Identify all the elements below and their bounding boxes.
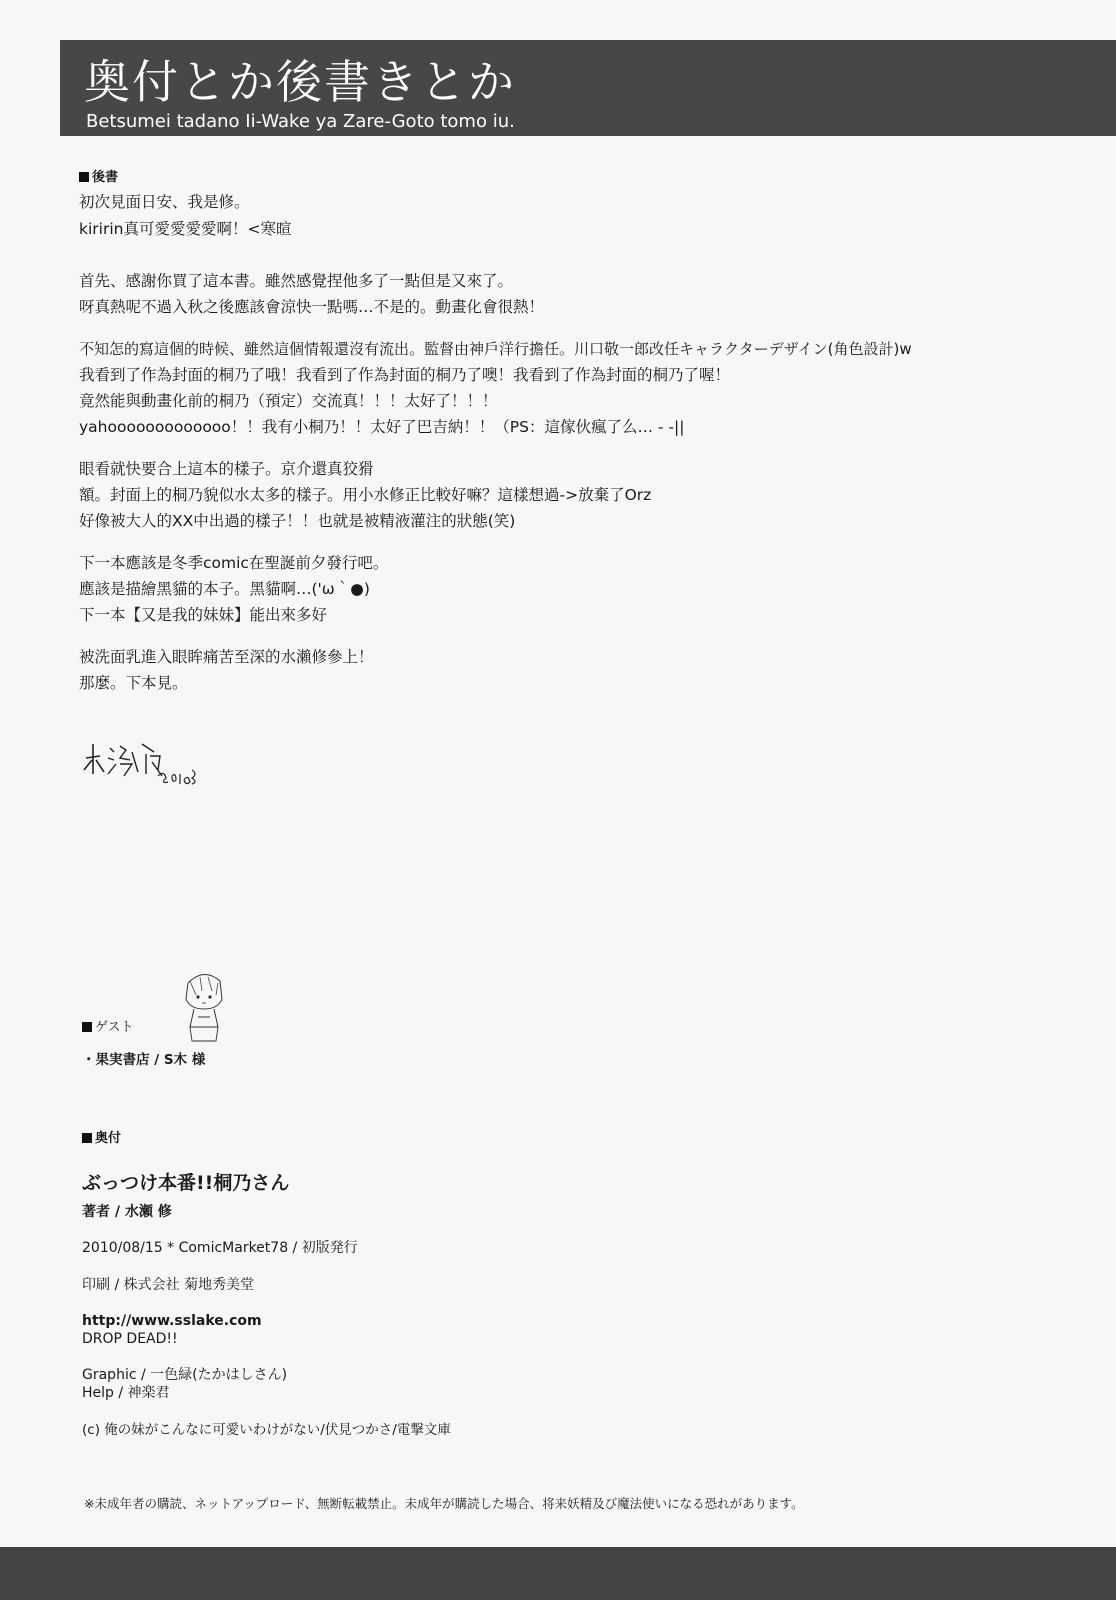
square-bullet-icon xyxy=(82,1133,92,1143)
afterword-line: 應該是描繪黑貓的本子。黑貓啊…('ω｀●) xyxy=(79,580,370,598)
square-bullet-icon xyxy=(82,1022,92,1032)
footer-band xyxy=(0,1547,1116,1600)
circle-name: DROP DEAD!! xyxy=(82,1331,178,1347)
afterword-line: 好像被大人的XX中出過的樣子！！也就是被精液灌注的狀態(笑) xyxy=(79,512,516,530)
afterword-line: 我看到了作為封面的桐乃了哦！我看到了作為封面的桐乃了噢！我看到了作為封面的桐乃了喔！ xyxy=(79,366,731,384)
printer-line: 印刷 / 株式会社 菊地秀美堂 xyxy=(82,1277,255,1293)
colophon-heading: 奥付 xyxy=(82,1127,121,1146)
chibi-doodle xyxy=(174,965,234,1045)
afterword-line: 下一本應該是冬季comic在聖誕前夕發行吧。 xyxy=(79,554,389,572)
afterword-line: 下一本【又是我的妹妹】能出來多好 xyxy=(79,606,328,624)
author-line: 著者 / 水瀬 修 xyxy=(82,1204,172,1220)
afterword-line: 額。封面上的桐乃貌似水太多的樣子。用小水修正比較好嘛？這樣想過->放棄了Orz xyxy=(79,486,652,504)
page-title: 奥付とか後書きとか xyxy=(84,55,516,109)
afterword-line: yahooooooooooooo！！我有小桐乃！！太好了巴吉納！！（PS：這傢伙瘋了么… - -|| xyxy=(79,418,685,436)
website-link[interactable]: http://www.sslake.com xyxy=(82,1313,262,1329)
afterword-line: 被洗面乳進入眼眸痛苦至深的水瀨修參上！ xyxy=(79,648,374,666)
afterword-heading: 後書 xyxy=(79,166,118,185)
afterword-line: 竟然能與動畫化前的桐乃（預定）交流真！！！太好了！！！ xyxy=(79,392,498,410)
guest-heading: ゲスト xyxy=(82,1016,133,1035)
afterword-line: 那麼。下本見。 xyxy=(79,674,188,692)
square-bullet-icon xyxy=(79,172,89,182)
afterword-line: 首先、感謝你買了這本書。雖然感覺捏他多了一點但是又來了。 xyxy=(79,272,514,290)
help-credit: Help / 神楽君 xyxy=(82,1385,170,1401)
afterword-line: 初次見面日安、我是修。 xyxy=(79,193,250,211)
date-line: 2010/08/15 * ComicMarket78 / 初版発行 xyxy=(82,1240,358,1256)
legal-notice: ※未成年者の購読、ネットアップロード、無断転載禁止。未成年が購読した場合、将来妖精及び魔法使いになる恐れがあります。 xyxy=(84,1496,804,1511)
afterword-line: 呀真熱呢不過入秋之後應該會涼快一點嗎…不是的。動畫化會很熱！ xyxy=(79,298,545,316)
afterword-line: kiririn真可愛愛愛愛啊！<寒暄 xyxy=(79,220,292,238)
graphic-credit: Graphic / 一色緑(たかはしさん) xyxy=(82,1367,288,1383)
page-subtitle: Betsumei tadano Ii-Wake ya Zare-Goto tomo iu. xyxy=(86,111,515,132)
book-title: ぶっつけ本番!!桐乃さん xyxy=(82,1172,290,1194)
copyright-line: (c) 俺の妹がこんなに可愛いわけがない/伏見つかさ/電撃文庫 xyxy=(82,1422,451,1438)
afterword-line: 眼看就快要合上這本的樣子。京介還真狡猾 xyxy=(79,460,374,478)
header-band xyxy=(60,40,1116,136)
afterword-line: 不知怎的寫這個的時候、雖然這個情報還沒有流出。監督由神戶洋行擔任。川口敬一郎改任キャラクターデザイン(角色設計)w xyxy=(79,340,912,358)
handwritten-signature xyxy=(80,730,200,790)
guest-entry: ・果実書店 / S木 様 xyxy=(82,1052,206,1068)
